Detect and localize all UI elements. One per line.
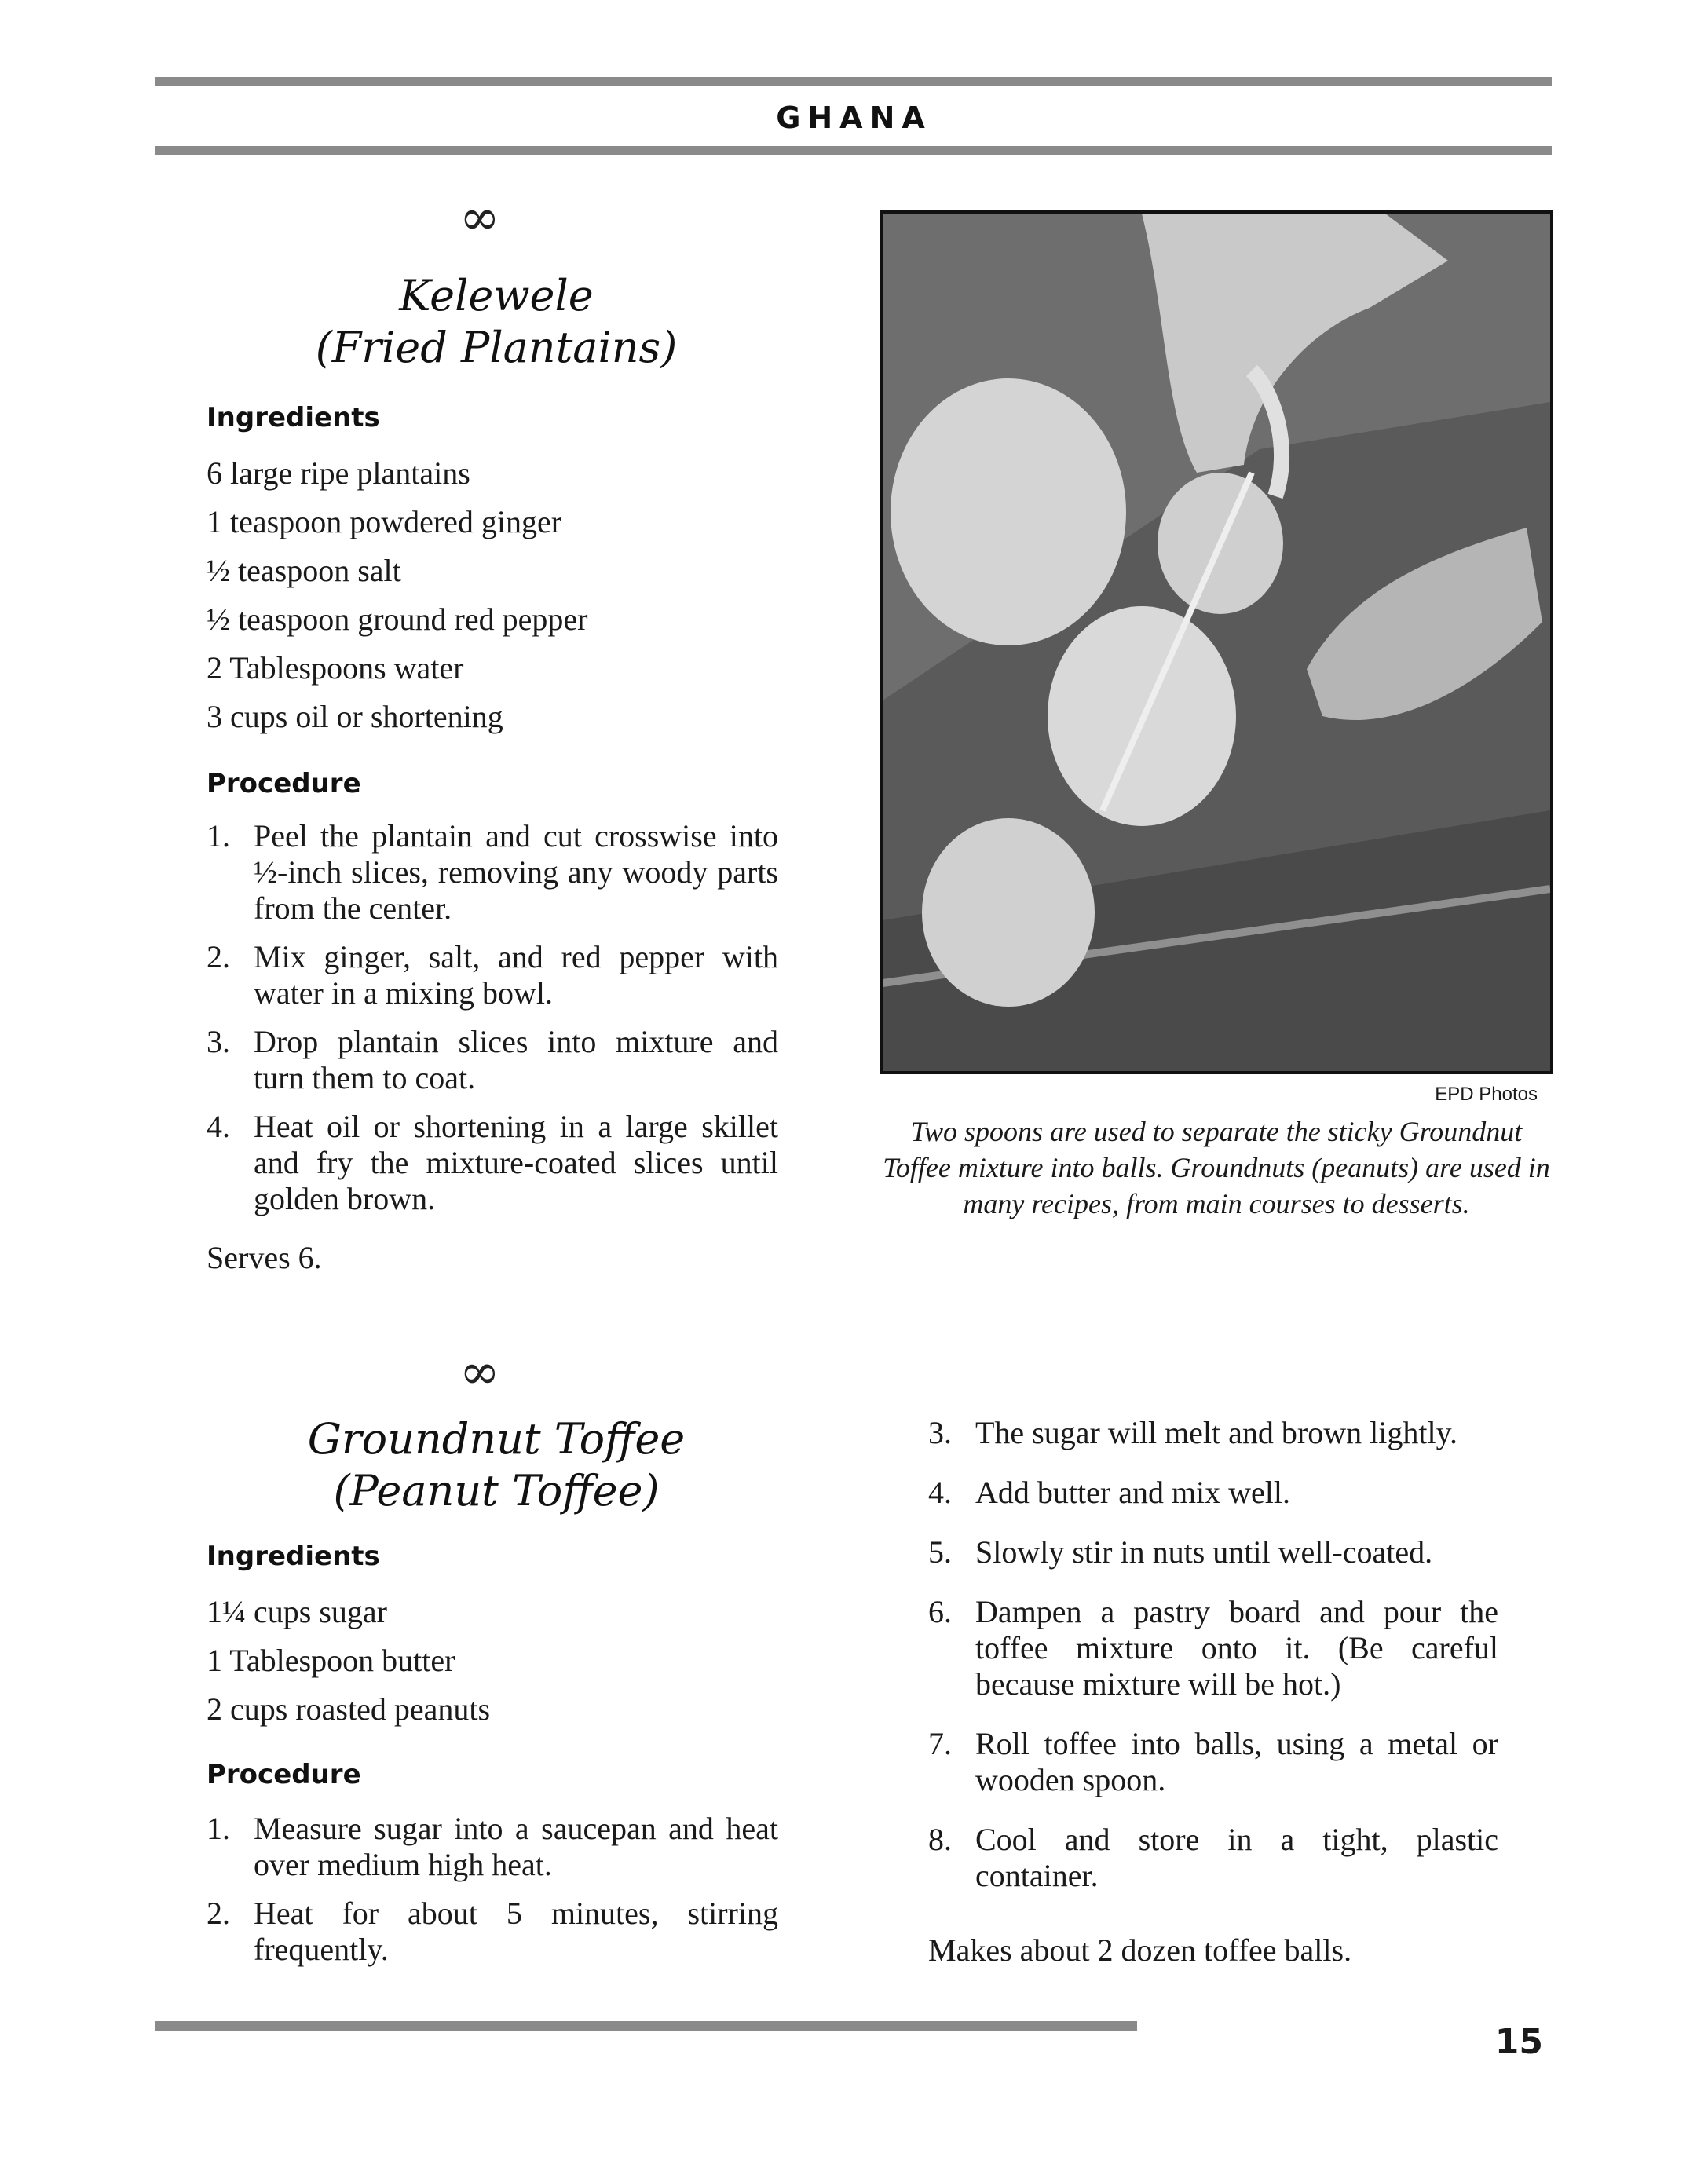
recipe-title [206,1413,787,1517]
step-text: Slowly stir in nuts until well-coated. [975,1534,1433,1570]
step-text: Add butter and mix well. [975,1475,1291,1510]
procedure-step [207,818,778,927]
recipe-title-line2: (Fried Plantains) [315,323,678,372]
step-number: 3. [928,1415,952,1450]
step-text: Mix ginger, salt, and red pepper with water in a mixing bowl. [254,939,778,1011]
step-number: 4. [928,1475,952,1510]
ingredients-list [207,1588,788,1734]
header-rule-bottom [155,146,1552,155]
recipe-title-line2: (Peanut Toffee) [333,1466,660,1515]
ingredient-item: 1¼ cups sugar [207,1594,387,1629]
recipe-title-line1: Groundnut Toffee [307,1414,686,1464]
section-title: GHANA [776,101,932,135]
ingredient-item: 1 teaspoon powdered ginger [207,504,562,539]
procedure-step [207,1896,778,1968]
ingredient-item: 2 cups roasted peanuts [207,1691,491,1727]
step-number: 5. [928,1534,952,1570]
step-number: 7. [928,1726,952,1761]
ingredient-item: 6 large ripe plantains [207,455,470,491]
procedure-step [207,1109,778,1217]
procedure-heading: Procedure [207,768,361,799]
step-text: Peel the plantain and cut crosswise into ½-inch slices, removing any woody parts from the center. [254,818,778,926]
step-number: 8. [928,1822,952,1857]
page-number: 15 [1494,2022,1543,2062]
step-number: 2. [207,1896,230,1931]
recipe-title [206,270,787,374]
ingredient-item: ½ teaspoon ground red pepper [207,601,588,637]
recipe-title-line1: Kelewele [399,271,594,320]
procedure-step [928,1726,1498,1798]
ornament-icon: ∞ [459,188,500,246]
procedure-step [928,1534,1498,1570]
step-number: 3. [207,1024,230,1059]
step-text: Roll toffee into balls, using a metal or wooden spoon. [975,1726,1498,1797]
step-text: Heat oil or shortening in a large skillet and fry the mixture-coated slices until golden brown. [254,1109,778,1216]
photo-credit: EPD Photos [1435,1084,1538,1105]
step-text: The sugar will melt and brown lightly. [975,1415,1457,1450]
recipe-photo [880,210,1553,1074]
procedure-step [928,1475,1498,1511]
ingredients-heading: Ingredients [207,1541,380,1572]
procedure-steps-continued [928,1415,1498,1907]
step-number: 1. [207,818,230,854]
procedure-step [207,1024,778,1096]
ingredient-item: ½ teaspoon salt [207,553,401,588]
step-number: 2. [207,939,230,974]
procedure-heading: Procedure [207,1759,361,1790]
ingredient-item: 3 cups oil or shortening [207,699,503,734]
procedure-steps [207,1811,778,1980]
procedure-step [928,1822,1498,1894]
step-text: Measure sugar into a saucepan and heat over medium high heat. [254,1811,778,1882]
ingredients-list [207,449,788,741]
ingredient-item: 2 Tablespoons water [207,650,464,686]
step-number: 6. [928,1594,952,1629]
photo-illustration [883,214,1550,1071]
footer-rule [155,2021,1137,2031]
step-number: 4. [207,1109,230,1144]
step-text: Drop plantain slices into mixture and turn them to coat. [254,1024,778,1095]
procedure-step [207,939,778,1011]
yield-text: Makes about 2 dozen toffee balls. [928,1932,1352,1968]
ornament-icon: ∞ [459,1343,500,1400]
photo-caption: Two spoons are used to separate the sticky Groundnut Toffee mixture into balls. Groundnuts (peanuts) are used in many recipes, from main courses to desserts. [883,1116,1550,1219]
step-text: Dampen a pastry board and pour the toffee mixture onto it. (Be careful because mixture will be hot.) [975,1594,1498,1702]
step-text: Heat for about 5 minutes, stirring frequently. [254,1896,778,1967]
step-text: Cool and store in a tight, plastic container. [975,1822,1498,1893]
ingredient-item: 1 Tablespoon butter [207,1643,455,1678]
procedure-step [928,1415,1498,1451]
ingredients-heading: Ingredients [207,402,380,433]
procedure-step [207,1811,778,1883]
procedure-step [928,1594,1498,1702]
step-number: 1. [207,1811,230,1846]
procedure-steps [207,818,778,1230]
header-rule-top [155,77,1552,86]
serves-text: Serves 6. [207,1240,322,1275]
